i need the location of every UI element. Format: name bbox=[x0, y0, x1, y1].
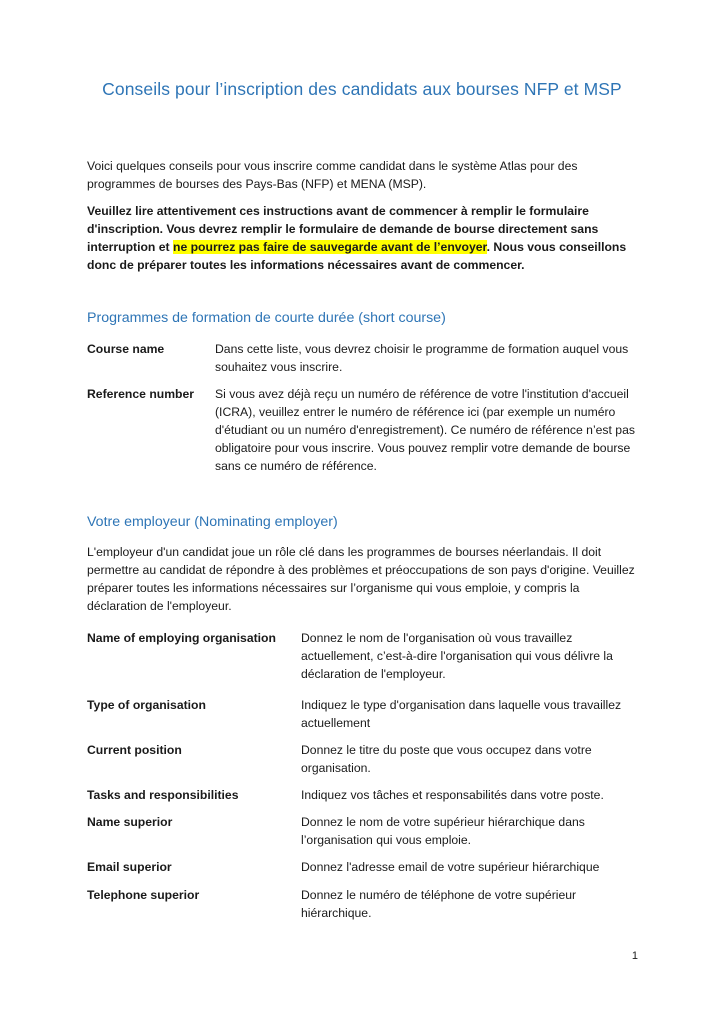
field-description: Indiquez le type d'organisation dans laquelle vous travaillez actuellement bbox=[301, 698, 622, 730]
field-label: Type of organisation bbox=[87, 698, 206, 712]
field-description: Donnez le titre du poste que vous occupez dans votre organisation. bbox=[301, 743, 592, 775]
field-label: Current position bbox=[87, 743, 182, 757]
field-description: Donnez le numéro de téléphone de votre supérieur hiérarchique. bbox=[301, 888, 577, 920]
field-description: Donnez l'adresse email de votre supérieur hiérarchique bbox=[301, 860, 600, 874]
page-number: 1 bbox=[631, 950, 638, 962]
field-description: Donnez le nom de l'organisation où vous travaillez actuellement, c’est-à-dire l'organisation qui vous délivre la déclaration de l'employeur. bbox=[301, 631, 613, 681]
field-label: Email superior bbox=[87, 860, 172, 874]
field-label: Name superior bbox=[87, 815, 173, 829]
employer-intro-paragraph: L'employeur d'un candidat joue un rôle clé dans les programmes de bourses néerlandais. Il doit permettre au candidat de répondre à des problèmes et préoccupations de son pays d'origine. Veuillez préparer toutes les informations nécessaires sur l’organisme qui vous emploie, y compris la déclaration de l'employeur. bbox=[87, 545, 635, 613]
field-description: Si vous avez déjà reçu un numéro de référence de votre l'institution d'accueil (ICRA), veuillez entrer le numéro de référence ici (par exemple un numéro d'étudiant ou un numéro d'enregistrement). Ce numéro de référence n’est pas obligatoire pour vous inscrire. Vous pouvez remplir votre demande de bourse sans ce numéro de référence. bbox=[215, 387, 635, 473]
field-description: Indiquez vos tâches et responsabilités dans votre poste. bbox=[301, 788, 604, 802]
warning-text-end: . Nous vous conseillons donc de préparer toutes les informations nécessaires avant de commencer. bbox=[87, 240, 627, 272]
warning-highlight: ne pourrez pas faire de sauvegarde avant de l’envoyer bbox=[173, 240, 487, 254]
field-label: Reference number bbox=[87, 387, 195, 401]
field-description: Dans cette liste, vous devrez choisir le programme de formation auquel vous souhaitez vous inscrire. bbox=[215, 342, 629, 374]
warning-text-start: Veuillez lire attentivement ces instructions avant de commencer à remplir le formulaire d'inscription. Vous devrez remplir le formulaire de demande de bourse directement sans interruption et bbox=[87, 204, 599, 254]
field-label: Name of employing organisation bbox=[87, 631, 276, 645]
field-description: Donnez le nom de votre supérieur hiérarchique dans l’organisation qui vous emploie. bbox=[301, 815, 585, 847]
field-label: Course name bbox=[87, 342, 165, 356]
document-title: Conseils pour l’inscription des candidats aux bourses NFP et MSP bbox=[102, 79, 622, 99]
intro-paragraph: Voici quelques conseils pour vous inscrire comme candidat dans le système Atlas pour des programmes de bourses des Pays-Bas (NFP) et MENA (MSP). bbox=[87, 159, 578, 191]
warning-paragraph bbox=[87, 202, 642, 274]
section-heading-employer: Votre employeur (Nominating employer) bbox=[87, 514, 338, 530]
section-heading-short-course: Programmes de formation de courte durée (short course) bbox=[87, 310, 446, 326]
field-label: Telephone superior bbox=[87, 888, 200, 902]
field-label: Tasks and responsibilities bbox=[87, 788, 239, 802]
